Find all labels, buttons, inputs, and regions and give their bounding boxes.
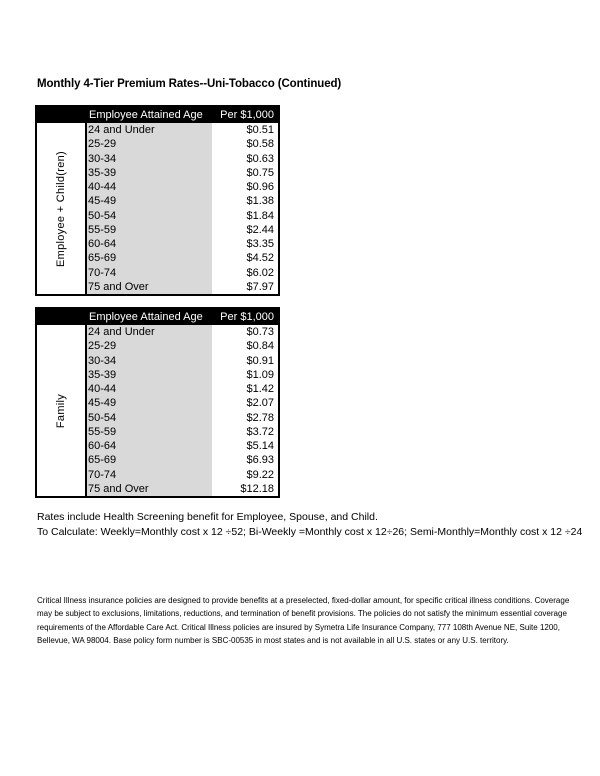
price-cell: $0.96 <box>246 181 274 193</box>
age-cell: 35-39 <box>87 166 212 180</box>
health-screening-note: Rates include Health Screening benefit for Employee, Spouse, and Child. <box>37 511 378 523</box>
age-cell: 30-34 <box>87 152 212 166</box>
header-age: Employee Attained Age <box>89 109 203 121</box>
age-cell: 50-54 <box>87 411 212 425</box>
price-cell: $0.51 <box>246 124 274 136</box>
age-cell: 25-29 <box>87 339 212 353</box>
header-blank-cell <box>37 107 87 123</box>
calculation-note: To Calculate: Weekly=Monthly cost x 12 ÷52; Bi-Weekly =Monthly cost x 12÷26; Semi-Monthly=Monthly cost x 12 ÷24 <box>37 526 583 538</box>
price-cell: $1.09 <box>246 368 274 381</box>
table-row <box>87 396 278 410</box>
table-row <box>87 251 278 265</box>
age-cell: 70-74 <box>87 468 212 482</box>
rate-table-employee-children <box>35 105 280 296</box>
table-row <box>87 453 278 467</box>
price-cell: $1.38 <box>246 195 274 208</box>
table-row <box>87 237 278 251</box>
table-row <box>87 194 278 208</box>
table-rows <box>87 325 278 496</box>
price-cell: $2.44 <box>246 223 274 236</box>
price-cell: $0.63 <box>246 152 274 165</box>
price-cell: $6.93 <box>246 454 274 467</box>
table-row <box>87 166 278 180</box>
header-age: Employee Attained Age <box>89 311 203 323</box>
price-cell: $3.35 <box>246 238 274 250</box>
table-row <box>87 223 278 237</box>
price-cell: $9.22 <box>246 468 274 481</box>
age-cell: 30-34 <box>87 354 212 368</box>
price-cell: $0.75 <box>246 166 274 179</box>
table-row <box>87 354 278 368</box>
age-cell: 24 and Under <box>87 325 212 339</box>
header-price: Per $1,000 <box>220 311 274 323</box>
age-cell: 50-54 <box>87 209 212 223</box>
age-cell: 35-39 <box>87 368 212 382</box>
age-cell: 40-44 <box>87 180 212 194</box>
table-row <box>87 482 278 496</box>
tier-label: Employee + Child(ren) <box>55 150 67 267</box>
table-row <box>87 152 278 166</box>
price-cell: $7.97 <box>246 280 274 293</box>
age-cell: 24 and Under <box>87 123 212 137</box>
age-cell: 45-49 <box>87 194 212 208</box>
rate-table-family <box>35 307 280 498</box>
age-cell: 55-59 <box>87 223 212 237</box>
tier-label-cell <box>37 325 87 496</box>
table-row <box>87 123 278 137</box>
price-cell: $2.07 <box>246 397 274 410</box>
age-cell: 45-49 <box>87 396 212 410</box>
age-cell: 25-29 <box>87 137 212 151</box>
tier-label: Family <box>55 393 67 428</box>
age-cell: 75 and Over <box>87 280 212 294</box>
age-cell: 65-69 <box>87 251 212 265</box>
table-row <box>87 280 278 294</box>
price-cell: $0.73 <box>246 326 274 338</box>
table-row <box>87 468 278 482</box>
page-title: Monthly 4-Tier Premium Rates--Uni-Tobacco (Continued) <box>37 78 342 90</box>
table-header <box>37 309 278 325</box>
price-cell: $5.14 <box>246 440 274 452</box>
age-cell: 55-59 <box>87 425 212 439</box>
price-cell: $0.84 <box>246 340 274 353</box>
price-cell: $0.91 <box>246 354 274 367</box>
tier-label-cell <box>37 123 87 294</box>
price-cell: $1.42 <box>246 383 274 395</box>
table-rows <box>87 123 278 294</box>
price-cell: $0.58 <box>246 138 274 151</box>
price-cell: $2.78 <box>246 411 274 424</box>
table-row <box>87 266 278 280</box>
price-cell: $1.84 <box>246 209 274 222</box>
table-row <box>87 180 278 194</box>
table-row <box>87 382 278 396</box>
disclaimer: Critical Illness insurance policies are designed to provide benefits at a preselected, fixed-dollar amount, for specific critical illness conditions. Coverage may be subject to exclusions, limitations, reductions, and termination of benefit provisions. The policies do not satisfy the minimum essential coverage requirements of the Affordable Care Act. Critical Illness policies are insured by Symetra Life Insurance Company, 777 108th Avenue NE, Suite 1200, Bellevue, WA 98004. Base policy form number is SBC-00535 in most states and is not available in all U.S. states or any U.S. territory. <box>37 596 570 645</box>
age-cell: 75 and Over <box>87 482 212 496</box>
age-cell: 70-74 <box>87 266 212 280</box>
header-price: Per $1,000 <box>220 109 274 121</box>
price-cell: $6.02 <box>246 266 274 279</box>
price-cell: $3.72 <box>246 425 274 438</box>
table-row <box>87 425 278 439</box>
age-cell: 60-64 <box>87 237 212 251</box>
table-row <box>87 325 278 339</box>
table-header <box>37 107 278 123</box>
header-blank-cell <box>37 309 87 325</box>
table-row <box>87 209 278 223</box>
table-row <box>87 411 278 425</box>
table-row <box>87 439 278 453</box>
table-row <box>87 339 278 353</box>
table-row <box>87 368 278 382</box>
age-cell: 40-44 <box>87 382 212 396</box>
age-cell: 65-69 <box>87 453 212 467</box>
table-row <box>87 137 278 151</box>
age-cell: 60-64 <box>87 439 212 453</box>
price-cell: $12.18 <box>240 482 274 495</box>
price-cell: $4.52 <box>246 252 274 265</box>
